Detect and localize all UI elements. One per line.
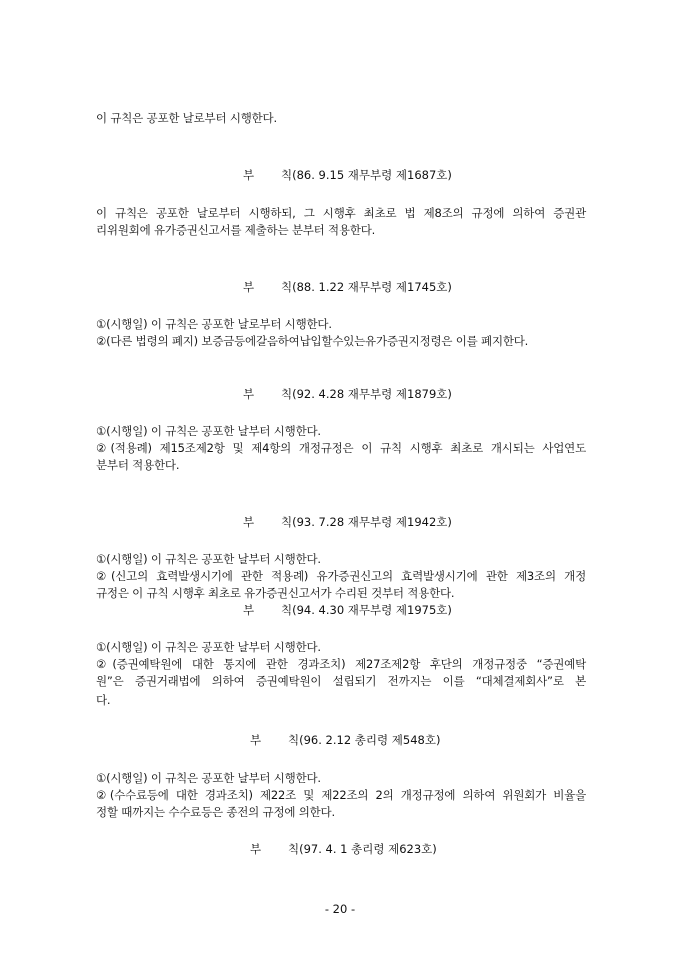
- addendum-heading: [243, 167, 452, 183]
- addendum-bu: 부: [243, 515, 255, 529]
- clause-line: ①(시행일) 이 규칙은 공포한 날로부터 시행한다.: [96, 317, 332, 331]
- addendum-heading: [243, 386, 452, 402]
- clause-line: 원”은 증권거래법에 의하여 증권예탁원이 설립되기 전까지는 이를 “대체결제회사”로 본: [96, 674, 586, 688]
- addendum-bu: 부: [243, 168, 255, 182]
- clause-line: 분부터 적용한다.: [96, 458, 180, 472]
- addendum-ref: 칙(97. 4. 1 총리령 제623호): [288, 842, 437, 856]
- clause-line: ②(수수료등에 대한 경과조치) 제22조 및 제22조의 2의 개정규정에 의하여 위원회가 비율을: [96, 788, 586, 802]
- clause-line: ①(시행일) 이 규칙은 공포한 날부터 시행한다.: [96, 424, 321, 438]
- addendum-heading: [243, 602, 452, 618]
- clause-line: 규정은 이 규칙 시행후 최초로 유가증권신고서가 수리된 것부터 적용한다.: [96, 586, 455, 600]
- clause-line: ①(시행일) 이 규칙은 공포한 날부터 시행한다.: [96, 552, 321, 566]
- clause-line: ②(다른 법령의 폐지) 보증금등에갈음하여납입할수있는유가증권지정령은 이를 폐지한다.: [96, 334, 529, 348]
- clause-line: 다.: [96, 693, 111, 707]
- clause-line: 리위원회에 유가증권신고서를 제출하는 분부터 적용한다.: [96, 223, 376, 237]
- addendum-ref: 칙(86. 9.15 재무부령 제1687호): [281, 168, 452, 182]
- addendum-ref: 칙(93. 7.28 재무부령 제1942호): [281, 515, 452, 529]
- clause-line: 이 규칙은 공포한 날로부터 시행하되, 그 시행후 최초로 법 제8조의 규정에 의하여 증권관: [96, 206, 586, 220]
- addendum-heading: [250, 732, 440, 748]
- addendum-heading: [250, 841, 437, 857]
- addendum-bu: 부: [250, 733, 262, 747]
- page-number: - 20 -: [324, 902, 356, 916]
- clause-line: ①(시행일) 이 규칙은 공포한 날부터 시행한다.: [96, 640, 321, 654]
- clause-line: 정할 때까지는 수수료등은 종전의 규정에 의한다.: [96, 805, 335, 819]
- addendum-bu: 부: [243, 603, 255, 617]
- addendum-bu: 부: [243, 387, 255, 401]
- clause-line: ②(증권예탁원에 대한 통지에 관한 경과조치) 제27조제2항 후단의 개정규정중 “증권예탁: [96, 657, 586, 671]
- addendum-bu: 부: [250, 842, 262, 856]
- addendum-ref: 칙(92. 4.28 재무부령 제1879호): [281, 387, 452, 401]
- addendum-bu: 부: [243, 280, 255, 294]
- addendum-heading: [243, 514, 452, 530]
- addendum-ref: 칙(88. 1.22 재무부령 제1745호): [281, 280, 452, 294]
- clause-line: ①(시행일) 이 규칙은 공포한 날부터 시행한다.: [96, 771, 321, 785]
- clause-line: ②(적용례) 제15조제2항 및 제4항의 개정규정은 이 규칙 시행후 최초로 개시되는 사업연도: [96, 441, 586, 455]
- clause-line: ②(신고의 효력발생시기에 관한 적용례) 유가증권신고의 효력발생시기에 관한 제3조의 개정: [96, 569, 586, 583]
- addendum-ref: 칙(96. 2.12 총리령 제548호): [288, 733, 441, 747]
- addendum-ref: 칙(94. 4.30 재무부령 제1975호): [281, 603, 452, 617]
- addendum-heading: [243, 279, 452, 295]
- effective-clause: 이 규칙은 공포한 날로부터 시행한다.: [96, 111, 277, 125]
